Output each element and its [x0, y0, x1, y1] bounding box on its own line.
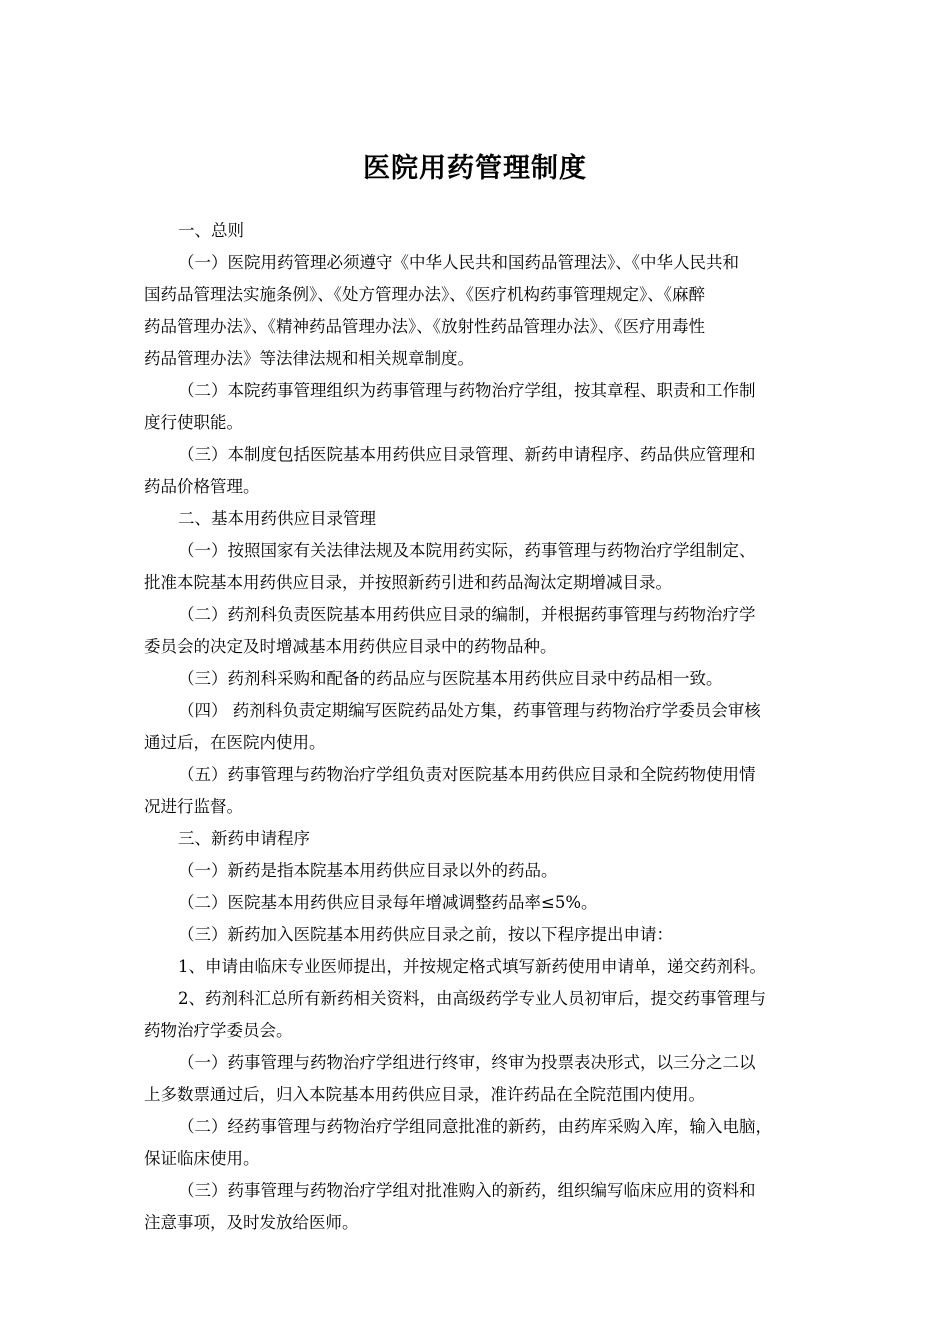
paragraph-line: （三）药剂科采购和配备的药品应与医院基本用药供应目录中药品相一致。 — [178, 669, 723, 688]
paragraph-line: 1、申请由临床专业医师提出，并按规定格式填写新药使用申请单，递交药剂科。 — [178, 957, 766, 976]
paragraph-line: （一）医院用药管理必须遵守《中华人民共和国药品管理法》、《中华人民共和 — [178, 253, 739, 272]
paragraph-line: （一）按照国家有关法律法规及本院用药实际，药事管理与药物治疗学组制定、 — [178, 541, 756, 560]
paragraph-line: （四） 药剂科负责定期编写医院药品处方集，药事管理与药物治疗学委员会审核 — [178, 701, 761, 720]
paragraph-line: （一）药事管理与药物治疗学组进行终审，终审为投票表决形式，以三分之二以 — [178, 1053, 756, 1072]
paragraph-line: （五）药事管理与药物治疗学组负责对医院基本用药供应目录和全院药物使用情 — [178, 765, 756, 784]
paragraph-line: 通过后，在医院内使用。 — [144, 733, 326, 752]
section-heading-catalog: 二、基本用药供应目录管理 — [178, 509, 376, 528]
paragraph-line: （一）新药是指本院基本用药供应目录以外的药品。 — [178, 861, 558, 880]
paragraph-line: 况进行监督。 — [144, 797, 243, 816]
paragraph-line: 批准本院基本用药供应目录，并按照新药引进和药品淘汰定期增减目录。 — [144, 573, 672, 592]
paragraph-line: （三）本制度包括医院基本用药供应目录管理、新药申请程序、药品供应管理和 — [178, 445, 756, 464]
paragraph-line: （二）药剂科负责医院基本用药供应目录的编制，并根据药事管理与药物治疗学 — [178, 605, 756, 624]
paragraph-line: （三）药事管理与药物治疗学组对批准购入的新药，组织编写临床应用的资料和 — [178, 1181, 756, 1200]
paragraph-line: 2、药剂科汇总所有新药相关资料，由高级药学专业人员初审后，提交药事管理与 — [178, 989, 766, 1008]
paragraph-line: 保证临床使用。 — [144, 1149, 260, 1168]
paragraph-line: 药物治疗学委员会。 — [144, 1021, 293, 1040]
paragraph-line: 委员会的决定及时增减基本用药供应目录中的药物品种。 — [144, 637, 557, 656]
paragraph-line: 国药品管理法实施条例》、《处方管理办法》、《医疗机构药事管理规定》、《麻醉 — [144, 285, 705, 304]
section-heading-general: 一、总则 — [178, 221, 244, 240]
paragraph-line: （二）经药事管理与药物治疗学组同意批准的新药，由药库采购入库，输入电脑， — [178, 1117, 772, 1136]
paragraph-line: （二）医院基本用药供应目录每年增减调整药品率≤5%。 — [178, 893, 598, 912]
section-heading-new-drug: 三、新药申请程序 — [178, 829, 310, 848]
paragraph-line: 注意事项，及时发放给医师。 — [144, 1213, 359, 1232]
paragraph-line: 药品管理办法》、《精神药品管理办法》、《放射性药品管理办法》、《医疗用毒性 — [144, 317, 705, 336]
paragraph-line: 度行使职能。 — [144, 413, 243, 432]
paragraph-line: 药品价格管理。 — [144, 477, 260, 496]
page-title: 医院用药管理制度 — [363, 153, 587, 184]
paragraph-line: （二）本院药事管理组织为药事管理与药物治疗学组，按其章程、职责和工作制 — [178, 381, 756, 400]
paragraph-line: 上多数票通过后，归入本院基本用药供应目录，准许药品在全院范围内使用。 — [144, 1085, 705, 1104]
paragraph-line: 药品管理办法》等法律法规和相关规章制度。 — [144, 349, 474, 368]
paragraph-line: （三）新药加入医院基本用药供应目录之前，按以下程序提出申请： — [178, 925, 673, 944]
